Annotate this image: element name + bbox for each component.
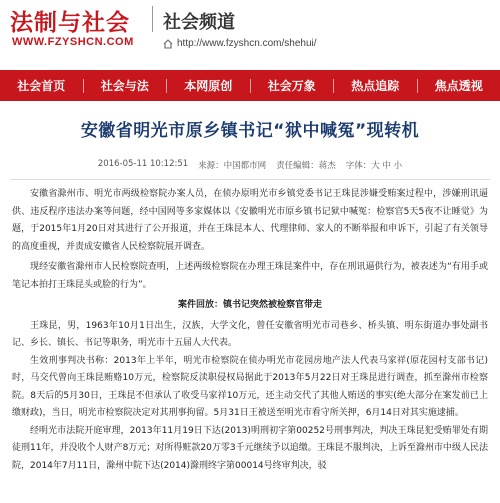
nav-item-original[interactable]: 本网原创 [184,79,233,93]
article-paragraph: 现经安徽省滁州市人民检察院查明，上述两级检察院在办理王珠昆案件中，存在刑讯逼供行为，被表述为“有用手或笔记本拍打王珠昆头或脸的行为”。 [12,262,488,290]
article-body [0,180,500,475]
nav-item-home[interactable]: 社会首页 [17,79,66,93]
main-nav [0,70,500,101]
article-editor: 责任编辑：蒋杰 [276,161,336,171]
site-address[interactable] [163,38,317,49]
article-source: 来源：中国都市网 [198,161,267,171]
article-paragraph: 生效刑事判决书称：2013年上半年，明光市检察院在侦办明光市花园房地产法人代表马家祥(原花园村支部书记)时，马交代曾向王珠昆贿赂10万元，检察院反渎职侵权局据此于2013年5月22日对王珠昆进行调查，抓至滁州市检察院。8天后的5月30日，王珠昆不但承认了收受马家祥10万元，还主动交代了其他人贿送的事实(绝大部分在案发前已上缴财政)，当日，明光市检察院决定对其刑事拘留。5月31日王被送至明光市看守所关押，6月14日对其实施逮捕。 [12,355,488,418]
nav-item-hot-tracking[interactable]: 热点追踪 [351,79,400,93]
article-subheading: 案件回放：镇书记突然被检察官带走 [177,300,322,310]
article-title: 安徽省明光市原乡镇书记“狱中喊冤”现转机 [80,121,420,141]
logo-divider [152,6,153,32]
article [0,104,500,475]
nav-item-focus[interactable]: 焦点透视 [434,79,483,93]
site-address-text[interactable]: http://www.fzyshcn.com/shehui/ [177,38,317,49]
home-icon [163,39,173,49]
article-paragraph: 安徽省滁州市、明光市两级检察院办案人员，在侦办原明光市乡镇党委书记王珠昆涉嫌受贿案过程中，涉嫌刑讯逼供、违反程序违法办案等问题，经中国网等多家媒体以《安徽明光市原乡镇书记狱中喊冤：检察官5天5夜不让睡觉》为题，于2015年1月20日对其进行了公开报道，并在王珠昆本人、代理律师、家人的不断举报和申诉下，引起了有关领导的高度重视，并责成安徽省人民检察院展开调查。 [12,189,488,252]
site-logo-title[interactable]: 法制与社会 [10,10,130,36]
article-paragraph: 王珠昆，男，1963年10月1日出生，汉族，大学文化，曾任安徽省明光市司巷乡、桥头镇、明东街道办事处副书记、乡长、镇长、书记等职务，明光市十五届人大代表。 [12,320,488,348]
site-logo-url[interactable]: WWW.FZYSHCN.COM [12,36,134,48]
article-date: 2016-05-11 10:12:51 [97,159,189,169]
channel-title[interactable]: 社会频道 [163,12,235,33]
article-paragraph: 经明光市法院开庭审理，2013年11月19日下达(2013)明刑初字第00252号刑事判决，判决王珠昆犯受贿罪处有期徒刑11年，并没收个人财产8万元；对所得赃款20万零3千元继续予以追缴。王珠昆不服判决，上诉至滁州市中级人民法院，2014年7月11日，滁州中院下达(2014)滁刑终字第00014号终审判决，驳 [12,425,488,471]
font-size-control[interactable]: 字体：大 中 小 [345,161,403,171]
nav-item-society-scene[interactable]: 社会万象 [267,79,316,93]
site-header [0,0,500,62]
article-meta [0,159,500,171]
nav-item-society-law[interactable]: 社会与法 [100,79,149,93]
